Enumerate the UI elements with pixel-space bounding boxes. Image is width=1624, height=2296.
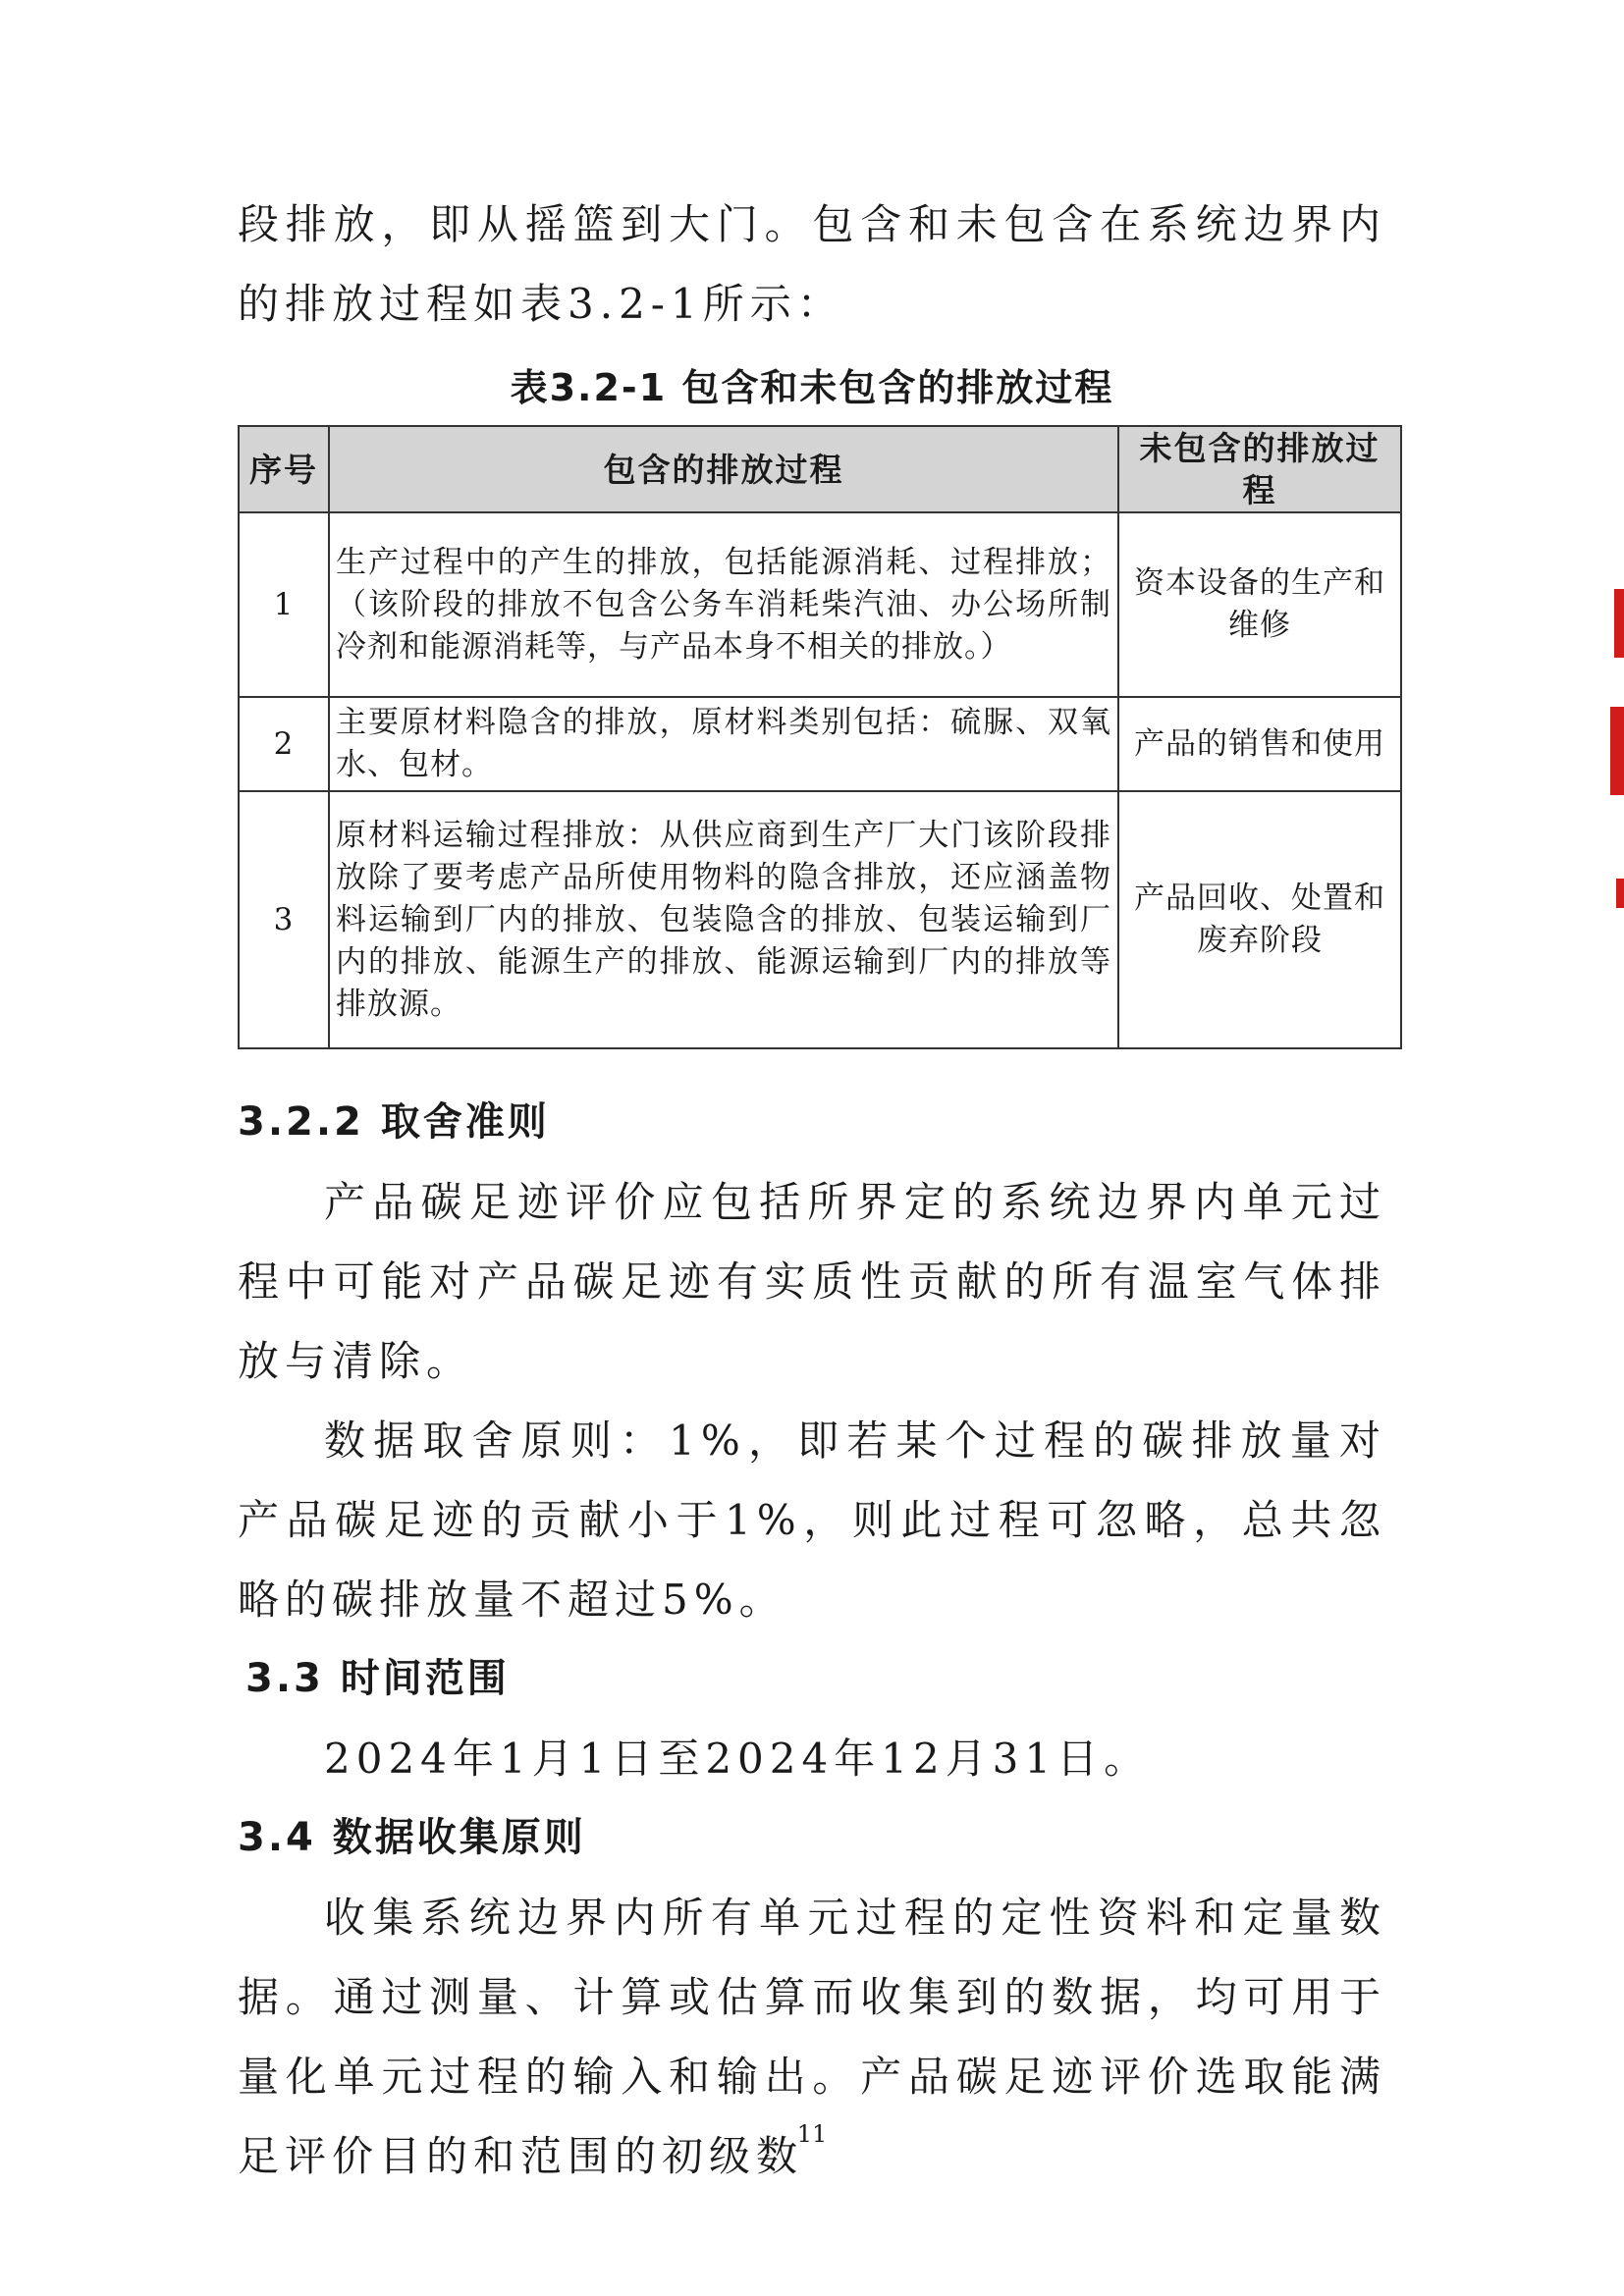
cutoff-paragraph-2: 数据取舍原则：1%，即若某个过程的碳排放量对产品碳足迹的贡献小于1%，则此过程可忽略，总共忽略的碳排放量不超过5%。: [238, 1416, 1386, 1624]
seal-fragment-bottom: [1616, 879, 1624, 908]
emissions-table: [238, 425, 1402, 1049]
heading-data-collection: 3.4 数据收集原则: [238, 1815, 586, 1860]
cutoff-paragraph-1: 产品碳足迹评价应包括所界定的系统边界内单元过程中可能对产品碳足迹有实质性贡献的所有温室气体排放与清除。: [238, 1178, 1386, 1385]
row-excluded: 资本设备的生产和维修: [1118, 512, 1401, 697]
row-seq: 3: [239, 791, 329, 1048]
row-included: 原材料运输过程排放：从供应商到生产厂大门该阶段排放除了要考虑产品所使用物料的隐含排放，还应涵盖物料运输到厂内的排放、包装隐含的排放、包装运输到厂内的排放、能源生产的排放、能源运输到厂内的排放等排放源。: [329, 791, 1118, 1048]
row-seq: 2: [239, 697, 329, 791]
row-excluded: 产品的销售和使用: [1118, 697, 1401, 791]
time-range-paragraph: 2024年1月1日至2024年12月31日。: [324, 1735, 1152, 1783]
header-seq: 序号: [239, 426, 329, 512]
page-number: 11: [796, 2120, 828, 2148]
table-caption: 表3.2-1 包含和未包含的排放过程: [510, 366, 1114, 409]
header-included: 包含的排放过程: [329, 426, 1118, 512]
heading-time-range: 3.3 时间范围: [245, 1656, 510, 1701]
row-included: 生产过程中的产生的排放，包括能源消耗、过程排放；（该阶段的排放不包含公务车消耗柴汽油、办公场所制冷剂和能源消耗等，与产品本身不相关的排放。）: [329, 512, 1118, 697]
table-row: [239, 512, 1401, 697]
seal-fragment-middle: [1610, 707, 1624, 795]
table-header-row: [239, 426, 1401, 512]
data-collection-paragraph: 收集系统边界内所有单元过程的定性资料和定量数据。通过测量、计算或估算而收集到的数据，均可用于量化单元过程的输入和输出。产品碳足迹评价选取能满足评价目的和范围的初级数: [238, 1894, 1386, 2180]
seal-fragment-top: [1614, 589, 1624, 658]
header-excluded: 未包含的排放过程: [1118, 426, 1401, 512]
intro-paragraph: 段排放，即从摇篮到大门。包含和未包含在系统边界内的排放过程如表3.2-1所示：: [238, 200, 1386, 328]
row-excluded: 产品回收、处置和废弃阶段: [1118, 791, 1401, 1048]
table-row: [239, 791, 1401, 1048]
heading-cutoff: 3.2.2 取舍准则: [238, 1099, 550, 1145]
row-seq: 1: [239, 512, 329, 697]
row-included: 主要原材料隐含的排放，原材料类别包括：硫脲、双氧水、包材。: [329, 697, 1118, 791]
table-row: [239, 697, 1401, 791]
page-content: [238, 185, 1386, 2196]
